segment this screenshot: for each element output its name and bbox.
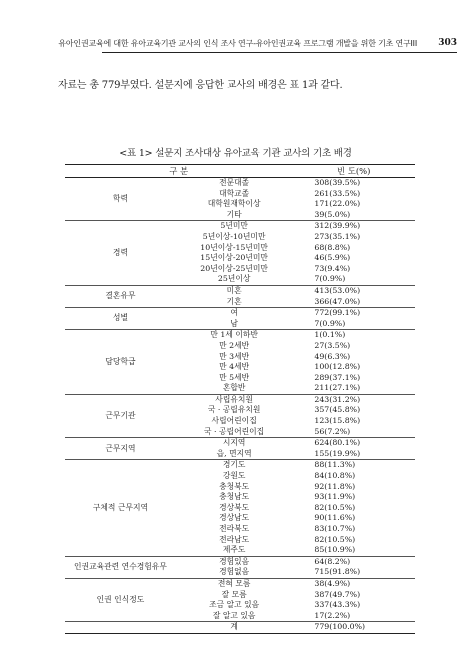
row-option: 여 xyxy=(230,308,238,318)
row-category: 구체적 근무지역 xyxy=(92,502,149,512)
row-frequency: 83(10.7%) xyxy=(314,524,356,533)
row-option: 만 2세반 xyxy=(219,340,250,350)
row-frequency: 312(39.9%) xyxy=(314,221,361,231)
row-frequency: 1(0.1%) xyxy=(314,330,346,340)
row-frequency: 7(0.9%) xyxy=(314,318,346,328)
row-option: 20년이상-25년미만 xyxy=(200,263,268,273)
table-row xyxy=(65,285,415,296)
table-group xyxy=(65,285,415,307)
row-option: 경상북도 xyxy=(219,502,250,512)
table-row xyxy=(65,556,415,567)
row-option: 미혼 xyxy=(226,285,242,295)
row-frequency: 261(33.5%) xyxy=(314,188,361,198)
col-frequency-header: 빈 도(%) xyxy=(337,165,371,176)
table-header xyxy=(65,165,415,178)
row-option: 전문대졸 xyxy=(219,178,250,187)
row-option: 15년이상-20년미만 xyxy=(200,253,268,263)
total-label: 계 xyxy=(176,622,293,634)
row-frequency: 308(39.5%) xyxy=(314,178,361,187)
row-frequency: 82(10.5%) xyxy=(314,534,356,544)
row-option: 경험있음 xyxy=(219,556,250,566)
row-frequency: 100(12.8%) xyxy=(314,362,361,372)
total-value: 779(100.0%) xyxy=(292,622,415,634)
table-row xyxy=(65,178,415,189)
background-table xyxy=(65,164,415,634)
row-option: 대학원재학이상 xyxy=(207,199,261,209)
row-frequency: 85(10.9%) xyxy=(314,545,356,555)
row-option: 전라남도 xyxy=(219,534,250,544)
row-category: 학력 xyxy=(112,193,128,203)
row-option: 조금 알고 있음 xyxy=(209,600,260,610)
table-group xyxy=(65,221,415,286)
row-frequency: 39(5.0%) xyxy=(314,209,351,219)
running-title: 유아인권교육에 대한 유아교육기관 교사의 인식 조사 연구-유아인권교육 프로그램 개발을 위한 기초 연구III xyxy=(58,39,417,48)
row-option: 대학교졸 xyxy=(219,188,250,198)
row-frequency: 27(3.5%) xyxy=(314,340,351,350)
intro-paragraph: 자료는 총 779부였다. 설문지에 응답한 교사의 배경은 표 1과 같다. xyxy=(58,80,343,91)
row-frequency: 171(22.0%) xyxy=(314,199,361,209)
row-option: 강원도 xyxy=(222,471,246,481)
table-row xyxy=(65,221,415,232)
row-option: 경기도 xyxy=(222,460,246,470)
page-number: 303 xyxy=(438,38,457,48)
table-group xyxy=(65,308,415,330)
total-category-blank xyxy=(65,622,176,634)
row-frequency: 90(11.6%) xyxy=(314,513,356,523)
row-option: 국 · 공립어린이집 xyxy=(204,426,265,436)
row-frequency: 82(10.5%) xyxy=(314,502,356,512)
table-row xyxy=(65,460,415,471)
table-group xyxy=(65,438,415,460)
row-option: 사립유치원 xyxy=(215,394,253,404)
row-frequency: 155(19.9%) xyxy=(314,448,361,458)
row-category: 담당학급 xyxy=(105,356,136,366)
table-group xyxy=(65,556,415,578)
table-row xyxy=(65,330,415,341)
row-category: 근무기관 xyxy=(105,410,136,420)
row-frequency: 7(0.9%) xyxy=(314,274,346,284)
row-option: 전라북도 xyxy=(219,524,250,533)
row-category: 성별 xyxy=(112,313,128,323)
row-frequency: 68(8.8%) xyxy=(314,242,351,252)
row-option: 잘 모름 xyxy=(221,589,247,599)
table-group xyxy=(65,460,415,556)
table-caption: <표 1> 설문지 조사대상 유아교육 기관 교사의 기초 배경 xyxy=(119,148,352,159)
row-option: 경험없음 xyxy=(219,567,250,577)
row-option: 5년이상-10년미만 xyxy=(202,231,266,241)
row-option: 잘 알고 있음 xyxy=(212,610,256,620)
header-rule xyxy=(102,52,457,53)
row-frequency: 123(15.8%) xyxy=(314,416,361,426)
row-option: 혼합반 xyxy=(222,383,246,393)
row-option: 만 4세반 xyxy=(219,362,250,372)
row-frequency: 715(91.8%) xyxy=(314,567,361,577)
row-option: 국 · 공립유치원 xyxy=(207,405,261,415)
row-option: 만 3세반 xyxy=(219,351,250,361)
row-frequency: 84(10.8%) xyxy=(314,471,356,481)
row-option: 만 1세 이하반 xyxy=(210,330,258,340)
row-frequency: 17(2.2%) xyxy=(314,610,351,620)
row-option: 시지역 xyxy=(222,438,246,448)
row-option: 기타 xyxy=(226,209,242,219)
table-group xyxy=(65,578,415,621)
row-frequency: 624(80.1%) xyxy=(314,438,361,448)
row-frequency: 211(27.1%) xyxy=(314,383,361,393)
row-frequency: 38(4.9%) xyxy=(314,578,351,588)
table-row xyxy=(65,438,415,449)
row-option: 사립어린이집 xyxy=(211,416,257,426)
table-group xyxy=(65,394,415,437)
row-frequency: 289(37.1%) xyxy=(314,372,361,382)
row-option: 25년이상 xyxy=(217,274,251,284)
row-option: 읍, 면지역 xyxy=(216,448,252,458)
row-option: 만 5세반 xyxy=(219,372,250,382)
row-category: 인권 인식정도 xyxy=(96,594,145,604)
row-frequency: 337(43.3%) xyxy=(314,600,361,610)
table-row xyxy=(65,308,415,319)
row-frequency: 772(99.1%) xyxy=(314,308,361,318)
row-category: 인권교육관련 연수경험유무 xyxy=(74,562,167,572)
table-row xyxy=(65,578,415,589)
col-category-header: 구 분 xyxy=(169,165,189,176)
row-frequency: 56(7.2%) xyxy=(314,426,351,436)
row-option: 제주도 xyxy=(222,545,246,555)
row-frequency: 88(11.3%) xyxy=(314,460,356,470)
table-group xyxy=(65,330,415,395)
row-option: 경상남도 xyxy=(219,513,250,523)
total-row xyxy=(65,622,415,634)
row-frequency: 64(8.2%) xyxy=(314,556,351,566)
row-frequency: 413(53.0%) xyxy=(314,285,361,295)
row-category: 근무지역 xyxy=(105,443,136,453)
row-frequency: 243(31.2%) xyxy=(314,394,361,404)
row-category: 결혼유무 xyxy=(105,291,136,301)
table-group xyxy=(65,178,415,221)
table-total-group xyxy=(65,622,415,634)
row-option: 기혼 xyxy=(226,296,242,306)
row-frequency: 49(6.3%) xyxy=(314,351,351,361)
row-option: 남 xyxy=(230,318,238,328)
row-frequency: 93(11.9%) xyxy=(314,492,356,502)
row-frequency: 357(45.8%) xyxy=(314,405,361,415)
row-frequency: 92(11.8%) xyxy=(314,481,356,491)
row-option: 전혀 모름 xyxy=(217,578,251,588)
row-option: 5년미만 xyxy=(220,221,248,231)
row-frequency: 387(49.7%) xyxy=(314,589,361,599)
table-row xyxy=(65,394,415,405)
row-option: 충청북도 xyxy=(219,481,250,491)
row-frequency: 73(9.4%) xyxy=(314,263,351,273)
running-header xyxy=(0,38,457,54)
row-category: 경력 xyxy=(112,247,128,257)
row-frequency: 366(47.0%) xyxy=(314,296,361,306)
row-frequency: 273(35.1%) xyxy=(314,231,361,241)
row-frequency: 46(5.9%) xyxy=(314,253,351,263)
row-option: 10년이상-15년미만 xyxy=(200,242,268,252)
row-option: 충청남도 xyxy=(219,492,250,502)
